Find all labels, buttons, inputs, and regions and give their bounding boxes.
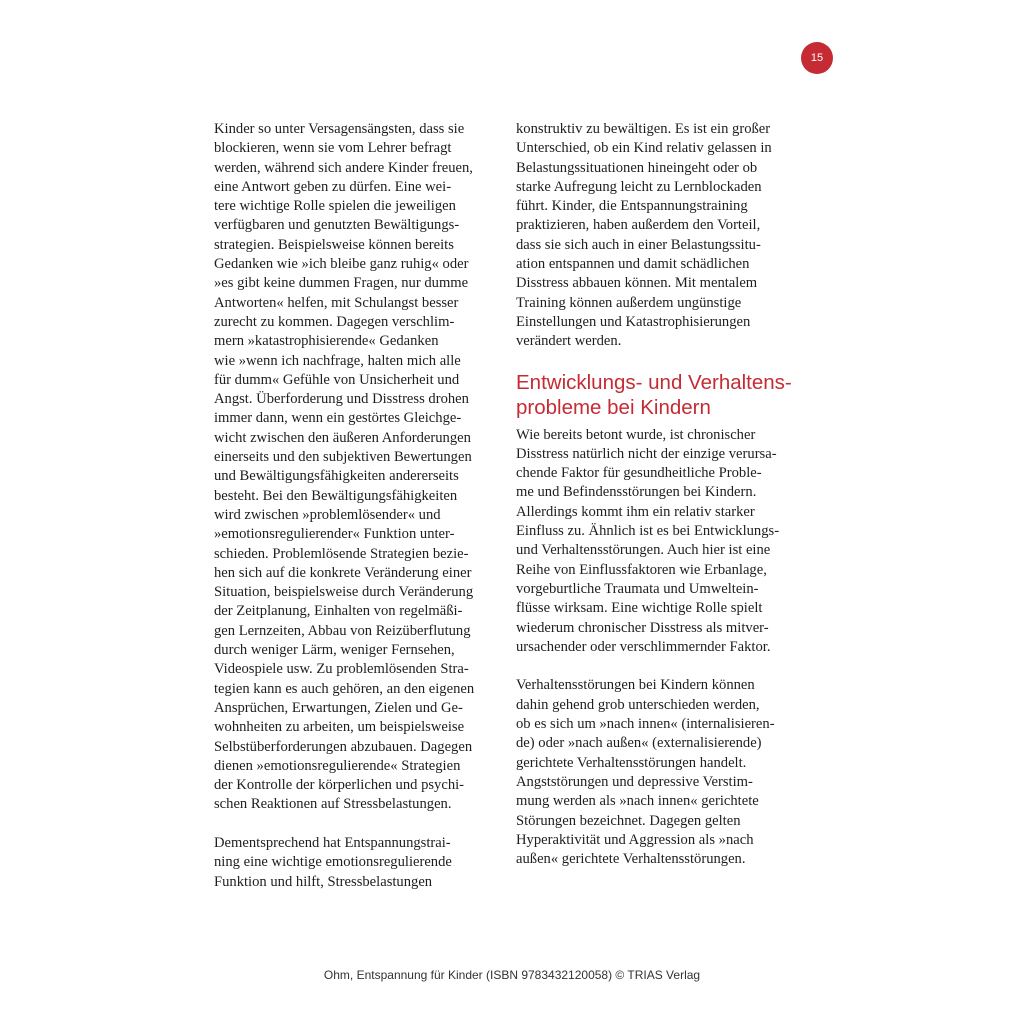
text-line: gen Lernzeiten, Abbau von Reizüberflutung xyxy=(214,622,471,639)
text-line: wohnheiten zu arbeiten, um beispielsweise xyxy=(214,719,465,736)
text-line: verändert werden. xyxy=(516,333,622,350)
text-line: Funktion und hilft, Stressbelastungen xyxy=(214,873,433,890)
text-line: für dumm« Gefühle von Unsicherheit und xyxy=(214,371,460,388)
text-line: durch weniger Lärm, weniger Fernsehen, xyxy=(214,642,455,659)
text-line: Belastungssituationen hineingeht oder ob xyxy=(516,159,758,176)
text-line: Störungen bezeichnet. Dagegen gelten xyxy=(516,812,741,829)
text-line: Angst. Überforderung und Disstress drohen xyxy=(214,391,469,408)
text-line: Gedanken wie »ich bleibe ganz ruhig« oder xyxy=(214,256,469,273)
text-line: immer dann, wenn ein gestörtes Gleichge- xyxy=(214,410,462,427)
text-line: strategien. Beispielsweise können bereits xyxy=(214,236,454,253)
text-line: dahin gehend grob unterschieden werden, xyxy=(516,696,760,713)
text-line: Disstress natürlich nicht der einzige verursa- xyxy=(516,445,777,462)
text-line: Einfluss zu. Ähnlich ist es bei Entwicklungs- xyxy=(516,523,780,540)
text-line: wie »wenn ich nachfrage, halten mich alle xyxy=(214,352,461,369)
footer-citation: Ohm, Entspannung für Kinder (ISBN 9783432120058) © TRIAS Verlag xyxy=(323,968,701,982)
text-line: Einstellungen und Katastrophisierungen xyxy=(516,313,751,330)
text-line: mung werden als »nach innen« gerichtete xyxy=(516,793,759,810)
heading-line: Entwicklungs- und Verhaltens- xyxy=(516,370,792,394)
right-intro-paragraph xyxy=(516,120,798,352)
text-line: Kinder so unter Versagensängsten, dass sie xyxy=(214,121,465,137)
paragraph xyxy=(214,120,494,815)
section-heading xyxy=(516,370,798,420)
text-line: Antworten« helfen, mit Schulangst besser xyxy=(214,294,459,311)
text-line: schieden. Problemlösende Strategien bezie- xyxy=(214,545,469,562)
text-line: Allerdings kommt ihm ein relativ starker xyxy=(516,503,755,520)
text-line: de) oder »nach außen« (externalisierende) xyxy=(516,735,762,752)
text-line: wird zwischen »problemlösender« und xyxy=(214,506,441,523)
text-line: dass sie sich auch in einer Belastungssitu- xyxy=(516,236,761,253)
heading-line: probleme bei Kindern xyxy=(516,395,711,419)
paragraph-gap xyxy=(214,815,494,834)
text-line: Training können außerdem ungünstige xyxy=(516,294,742,311)
text-line: me und Befindensstörungen bei Kindern. xyxy=(516,484,757,501)
text-line: ation entspannen und damit schädlichen xyxy=(516,256,750,273)
page-number: 15 xyxy=(810,52,824,64)
paragraph xyxy=(516,426,798,658)
text-line: ursachender oder verschlimmernder Faktor. xyxy=(516,638,771,655)
text-line: schen Reaktionen auf Stressbelastungen. xyxy=(214,796,452,813)
text-line: Disstress abbauen können. Mit mentalem xyxy=(516,275,758,292)
text-line: wicht zwischen den äußeren Anforderungen xyxy=(214,429,471,446)
text-line: besteht. Bei den Bewältigungsfähigkeiten xyxy=(214,487,458,504)
text-line: Selbstüberforderungen abzubauen. Dagegen xyxy=(214,738,473,755)
paragraph-gap xyxy=(516,657,798,676)
text-line: hen sich auf die konkrete Veränderung einer xyxy=(214,564,472,581)
text-line: einerseits und den subjektiven Bewertungen xyxy=(214,449,472,466)
text-line: flüsse wirksam. Eine wichtige Rolle spielt xyxy=(516,600,763,617)
text-line: zurecht zu kommen. Dagegen verschlim- xyxy=(214,313,455,330)
text-line: tegien kann es auch gehören, an den eigenen xyxy=(214,680,475,697)
text-line: Hyperaktivität und Aggression als »nach xyxy=(516,831,754,848)
text-line: Videospiele usw. Zu problemlösenden Stra- xyxy=(214,661,469,678)
paragraph xyxy=(214,834,494,892)
text-line: Ansprüchen, Erwartungen, Zielen und Ge- xyxy=(214,699,463,716)
text-line: Situation, beispielsweise durch Veränderung xyxy=(214,584,474,601)
text-line: dienen »emotionsregulierende« Strategien xyxy=(214,757,461,774)
text-line: und Verhaltensstörungen. Auch hier ist eine xyxy=(516,542,771,559)
text-line: praktizieren, haben außerdem den Vorteil, xyxy=(516,217,761,234)
text-line: wiederum chronischer Disstress als mitver- xyxy=(516,619,769,636)
text-line: der Zeitplanung, Einhalten von regelmäßi- xyxy=(214,603,463,620)
text-line: chende Faktor für gesundheitliche Proble- xyxy=(516,465,762,482)
text-line: tere wichtige Rolle spielen die jeweiligen xyxy=(214,198,456,215)
right-body xyxy=(516,426,798,870)
text-line: konstruktiv zu bewältigen. Es ist ein großer xyxy=(516,121,771,137)
text-line: Verhaltensstörungen bei Kindern können xyxy=(516,677,755,694)
page-number-badge xyxy=(801,42,833,74)
text-line: außen« gerichtete Verhaltensstörungen. xyxy=(516,851,746,868)
paragraph xyxy=(516,676,798,869)
text-line: Dementsprechend hat Entspannungstrai- xyxy=(214,834,451,851)
text-line: mern »katastrophisierende« Gedanken xyxy=(214,333,439,350)
text-line: Wie bereits betont wurde, ist chronischer xyxy=(516,426,756,443)
text-line: führt. Kinder, die Entspannungstraining xyxy=(516,198,748,215)
text-line: »es gibt keine dummen Fragen, nur dumme xyxy=(214,275,469,292)
right-column xyxy=(516,120,798,869)
text-line: Reihe von Einflussfaktoren wie Erbanlage, xyxy=(516,561,767,578)
left-column xyxy=(214,120,494,892)
text-line: blockieren, wenn sie vom Lehrer befragt xyxy=(214,140,452,157)
text-line: verfügbaren und genutzten Bewältigungs- xyxy=(214,217,460,234)
text-line: Angststörungen und depressive Verstim- xyxy=(516,773,753,790)
text-line: ob es sich um »nach innen« (internalisieren- xyxy=(516,716,775,733)
text-line: »emotionsregulierender« Funktion unter- xyxy=(214,526,455,543)
text-line: ning eine wichtige emotionsregulierende xyxy=(214,854,452,871)
text-line: gerichtete Verhaltensstörungen handelt. xyxy=(516,754,747,771)
text-line: vorgeburtliche Traumata und Umweltein- xyxy=(516,580,759,597)
text-line: der Kontrolle der körperlichen und psychi- xyxy=(214,777,465,794)
text-line: werden, während sich andere Kinder freuen, xyxy=(214,159,473,176)
text-line: Unterschied, ob ein Kind relativ gelassen in xyxy=(516,140,772,157)
text-line: und Bewältigungsfähigkeiten andererseits xyxy=(214,468,459,485)
text-line: starke Aufregung leicht zu Lernblockaden xyxy=(516,178,762,195)
text-line: eine Antwort geben zu dürfen. Eine wei- xyxy=(214,178,452,195)
